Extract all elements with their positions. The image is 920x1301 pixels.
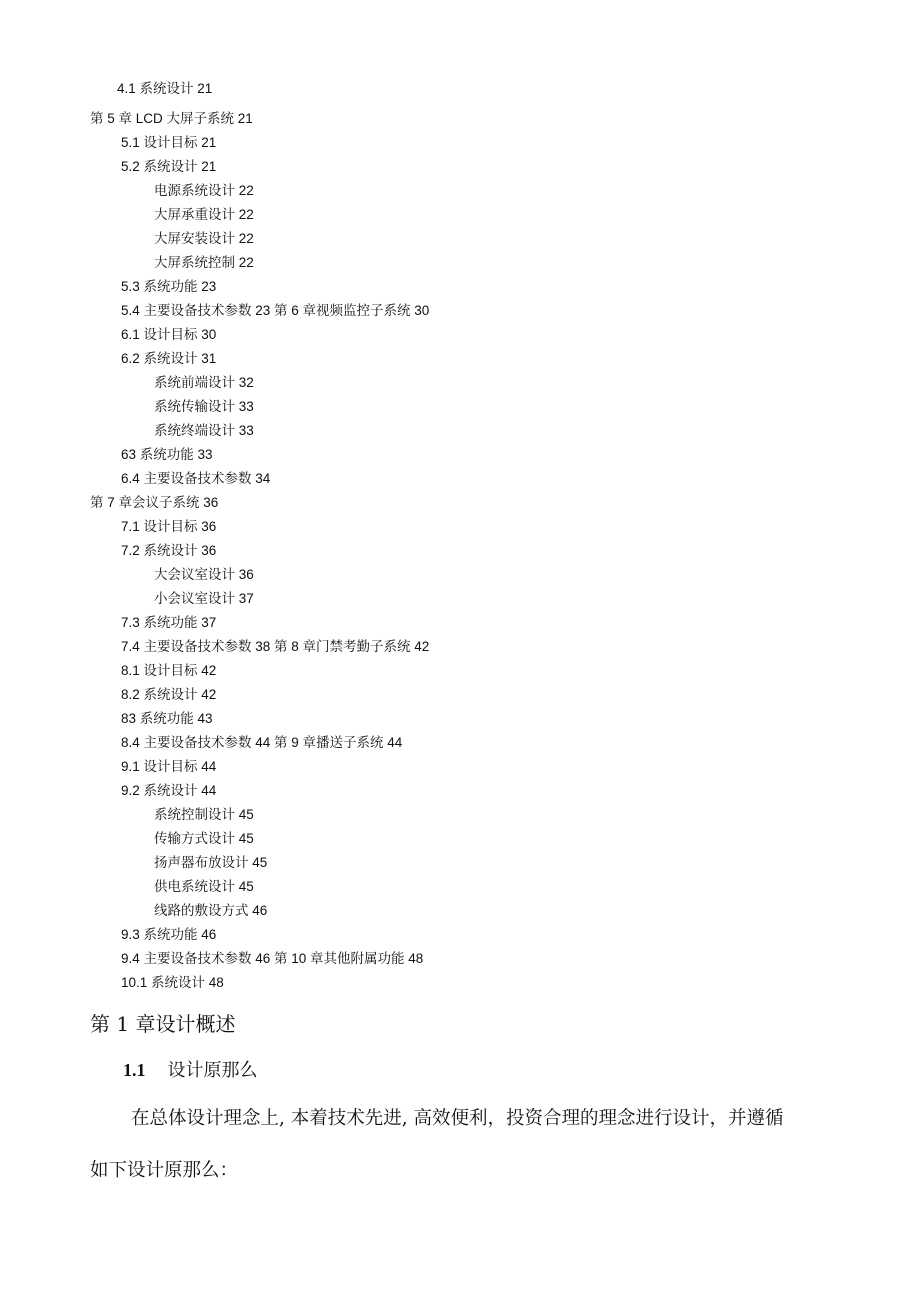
toc-entry: 第 5 章 LCD 大屏子系统 21 xyxy=(90,111,253,126)
toc-entry: 系统终端设计 33 xyxy=(154,423,254,438)
toc-entry: 7.4 主要设备技术参数 38 第 8 章门禁考勤子系统 42 xyxy=(121,639,430,654)
section-number: 1.1 xyxy=(123,1060,146,1080)
toc-entry: 系统传输设计 33 xyxy=(154,399,254,414)
toc-entry: 6.2 系统设计 31 xyxy=(121,351,217,366)
toc-entry: 7.3 系统功能 37 xyxy=(121,615,217,630)
toc-entry: 9.2 系统设计 44 xyxy=(121,783,217,798)
toc-entry: 5.1 设计目标 21 xyxy=(121,135,217,150)
toc-entry: 9.1 设计目标 44 xyxy=(121,759,217,774)
toc-entry: 6.1 设计目标 30 xyxy=(121,327,217,342)
toc-entry: 系统前端设计 32 xyxy=(154,375,254,390)
section-heading xyxy=(123,1058,258,1083)
body-paragraph: 在总体设计理念上, 本着技术先进, 高效便利，投资合理的理念进行设计，并遵循 xyxy=(131,1108,784,1129)
toc-entry: 5.3 系统功能 23 xyxy=(121,279,217,294)
toc-entry: 4.1 系统设计 21 xyxy=(117,81,213,96)
toc-entry: 9.3 系统功能 46 xyxy=(121,927,217,942)
toc-entry: 电源系统设计 22 xyxy=(154,183,254,198)
toc-entry: 线路的敷设方式 46 xyxy=(154,903,268,918)
toc-entry: 7.1 设计目标 36 xyxy=(121,519,217,534)
toc-entry: 9.4 主要设备技术参数 46 第 10 章其他附属功能 48 xyxy=(121,951,424,966)
toc-entry: 6.4 主要设备技术参数 34 xyxy=(121,471,271,486)
toc-entry: 大会议室设计 36 xyxy=(154,567,254,582)
toc-entry: 大屏承重设计 22 xyxy=(154,207,254,222)
toc-entry: 83 系统功能 43 xyxy=(121,711,213,726)
toc-entry: 小会议室设计 37 xyxy=(154,591,254,606)
toc-entry: 5.4 主要设备技术参数 23 第 6 章视频监控子系统 30 xyxy=(121,303,430,318)
toc-entry: 8.2 系统设计 42 xyxy=(121,687,217,702)
toc-entry: 8.4 主要设备技术参数 44 第 9 章播送子系统 44 xyxy=(121,735,403,750)
toc-entry: 供电系统设计 45 xyxy=(154,879,254,894)
toc-entry: 传输方式设计 45 xyxy=(154,831,254,846)
toc-entry: 63 系统功能 33 xyxy=(121,447,213,462)
body-paragraph-continued: 如下设计原那么： xyxy=(90,1160,239,1181)
toc-entry: 7.2 系统设计 36 xyxy=(121,543,217,558)
section-title: 设计原那么 xyxy=(167,1060,258,1081)
toc-entry: 5.2 系统设计 21 xyxy=(121,159,217,174)
chapter-heading: 第 1 章设计概述 xyxy=(90,1012,236,1036)
toc-entry: 大屏系统控制 22 xyxy=(154,255,254,270)
toc-entry: 大屏安装设计 22 xyxy=(154,231,254,246)
toc-entry: 10.1 系统设计 48 xyxy=(121,975,224,990)
toc-entry: 扬声器布放设计 45 xyxy=(154,855,268,870)
toc-entry: 系统控制设计 45 xyxy=(154,807,254,822)
toc-entry: 8.1 设计目标 42 xyxy=(121,663,217,678)
toc-entry: 第 7 章会议子系统 36 xyxy=(90,495,219,510)
